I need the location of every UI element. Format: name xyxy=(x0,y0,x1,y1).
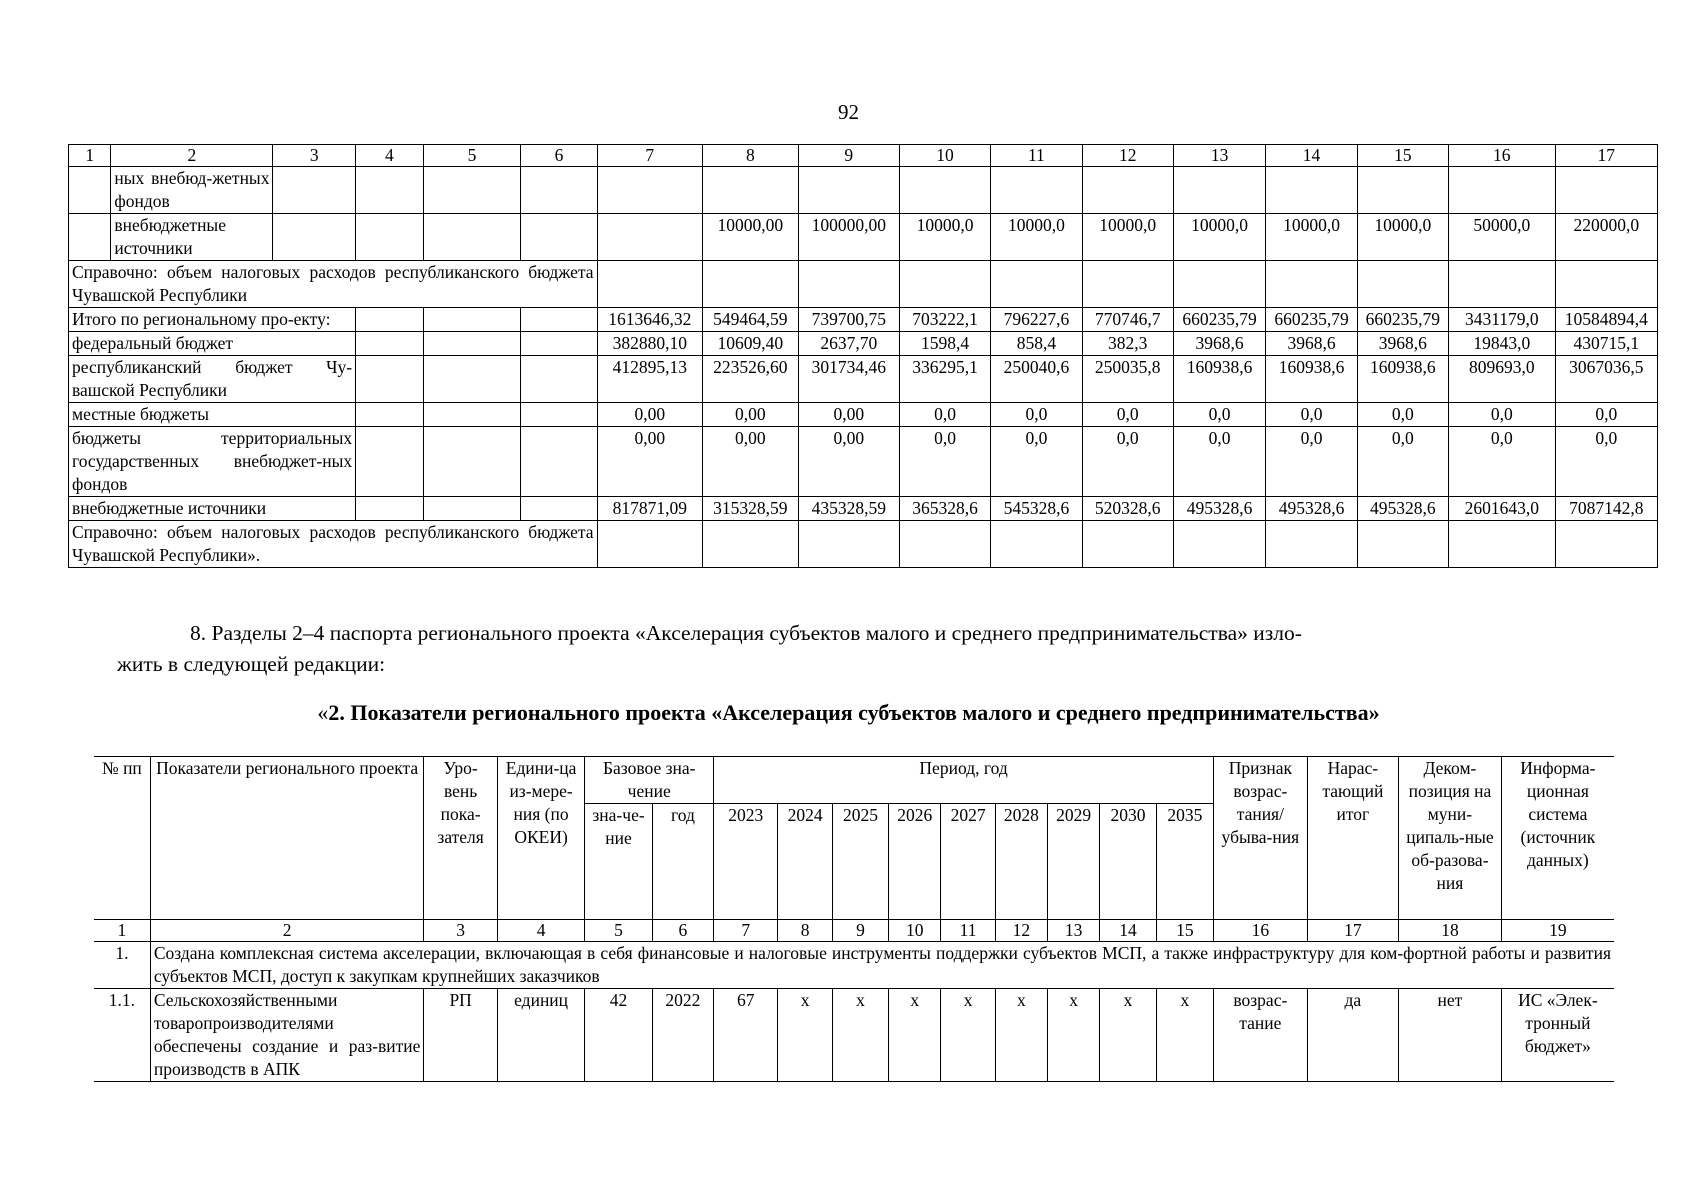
value-cell xyxy=(899,261,990,308)
value-cell: 0,0 xyxy=(991,403,1082,427)
table-row xyxy=(69,308,1658,332)
column-number: 13 xyxy=(1048,920,1100,942)
value-cell: 0,0 xyxy=(1357,403,1448,427)
empty-cell xyxy=(356,497,423,521)
value-cell: 301734,46 xyxy=(798,356,899,403)
section-title-text: 2. Показатели регионального проекта «Акселерация субъектов малого и среднего предпринимательства» xyxy=(328,700,1380,725)
value-cell: 160938,6 xyxy=(1173,356,1265,403)
header-num: № пп xyxy=(94,757,150,920)
empty-cell xyxy=(423,308,521,332)
value-cell: 1598,4 xyxy=(899,332,990,356)
value-cell xyxy=(899,167,990,214)
table-row xyxy=(69,427,1658,497)
row-label: местные бюджеты xyxy=(69,403,356,427)
header-base: Базовое зна-чение xyxy=(585,757,714,804)
value-cell: 0,0 xyxy=(1173,427,1265,497)
value-cell xyxy=(1082,261,1173,308)
value-cell: 382880,10 xyxy=(597,332,702,356)
column-number: 6 xyxy=(652,920,713,942)
value-cell: 660235,79 xyxy=(1357,308,1448,332)
value-cell: 660235,79 xyxy=(1266,308,1357,332)
value-cell: 3067036,5 xyxy=(1555,356,1657,403)
column-number: 11 xyxy=(991,145,1082,167)
header-level: Уро-вень пока-зателя xyxy=(424,757,497,920)
column-number: 2 xyxy=(111,145,273,167)
indicator-year-value: x xyxy=(1048,989,1100,1082)
empty-cell xyxy=(423,214,521,261)
value-cell: 223526,60 xyxy=(703,356,799,403)
column-number: 15 xyxy=(1156,920,1213,942)
value-cell: 0,0 xyxy=(1082,403,1173,427)
column-number: 5 xyxy=(423,145,521,167)
header-year: 2030 xyxy=(1100,804,1156,920)
value-cell xyxy=(991,521,1082,568)
empty-cell xyxy=(423,167,521,214)
value-cell xyxy=(1266,521,1357,568)
indicator-year-value: x xyxy=(778,989,832,1082)
value-cell: 10609,40 xyxy=(703,332,799,356)
value-cell: 0,00 xyxy=(703,427,799,497)
empty-cell xyxy=(521,497,597,521)
header-base-value: зна-че-ние xyxy=(585,804,652,920)
value-cell: 10000,0 xyxy=(991,214,1082,261)
value-cell: 0,0 xyxy=(899,427,990,497)
table-row xyxy=(69,497,1658,521)
page-number: 92 xyxy=(838,100,859,124)
amendment-paragraph xyxy=(117,618,1590,680)
value-cell: 660235,79 xyxy=(1173,308,1265,332)
value-cell: 0,0 xyxy=(1266,403,1357,427)
indicator-year-value: x xyxy=(995,989,1047,1082)
header-info-system: Информа-ционная система (источник данных) xyxy=(1501,757,1614,920)
header-year: 2029 xyxy=(1048,804,1100,920)
value-cell: 0,00 xyxy=(597,427,702,497)
header-row-1 xyxy=(94,757,1614,804)
value-cell: 10584894,4 xyxy=(1555,308,1657,332)
value-cell: 10000,0 xyxy=(1266,214,1357,261)
value-cell: 220000,0 xyxy=(1555,214,1657,261)
value-cell: 858,4 xyxy=(991,332,1082,356)
value-cell xyxy=(991,167,1082,214)
value-cell xyxy=(1449,167,1556,214)
value-cell: 160938,6 xyxy=(1357,356,1448,403)
column-number: 8 xyxy=(703,145,799,167)
value-cell: 2601643,0 xyxy=(1449,497,1556,521)
column-number: 8 xyxy=(778,920,832,942)
empty-cell xyxy=(356,356,423,403)
value-cell xyxy=(597,261,702,308)
value-cell: 3431179,0 xyxy=(1449,308,1556,332)
column-number: 13 xyxy=(1173,145,1265,167)
column-number: 7 xyxy=(597,145,702,167)
value-cell: 0,0 xyxy=(1449,427,1556,497)
value-cell: 0,00 xyxy=(597,403,702,427)
value-cell xyxy=(597,214,702,261)
value-cell: 703222,1 xyxy=(899,308,990,332)
value-cell: 160938,6 xyxy=(1266,356,1357,403)
value-cell: 10000,0 xyxy=(1357,214,1448,261)
empty-cell xyxy=(423,332,521,356)
value-cell xyxy=(703,261,799,308)
column-number: 1 xyxy=(94,920,150,942)
value-cell: 336295,1 xyxy=(899,356,990,403)
indicators-table xyxy=(94,756,1614,1082)
column-number: 3 xyxy=(273,145,356,167)
indicator-year-value: 67 xyxy=(714,989,778,1082)
column-number: 14 xyxy=(1100,920,1156,942)
value-cell: 315328,59 xyxy=(703,497,799,521)
column-number: 4 xyxy=(356,145,423,167)
column-number: 16 xyxy=(1214,920,1308,942)
value-cell: 0,0 xyxy=(1082,427,1173,497)
value-cell: 10000,0 xyxy=(1173,214,1265,261)
value-cell: 495328,6 xyxy=(1173,497,1265,521)
value-cell xyxy=(1555,521,1657,568)
value-cell xyxy=(1173,521,1265,568)
value-cell: 430715,1 xyxy=(1555,332,1657,356)
value-cell: 1613646,32 xyxy=(597,308,702,332)
indicator-year-value: x xyxy=(1100,989,1156,1082)
value-cell xyxy=(1266,167,1357,214)
column-number: 15 xyxy=(1357,145,1448,167)
value-cell xyxy=(899,521,990,568)
column-number: 10 xyxy=(889,920,941,942)
header-unit: Едини-ца из-мере-ния (по ОКЕИ) xyxy=(497,757,585,920)
header-year: 2024 xyxy=(778,804,832,920)
value-cell xyxy=(703,167,799,214)
empty-cell xyxy=(521,427,597,497)
value-cell: 549464,59 xyxy=(703,308,799,332)
empty-cell xyxy=(356,308,423,332)
indicator-row xyxy=(94,989,1614,1082)
value-cell xyxy=(1555,167,1657,214)
column-number: 19 xyxy=(1501,920,1614,942)
table-row xyxy=(69,167,1658,214)
indicator-base-year: 2022 xyxy=(652,989,713,1082)
value-cell: 796227,6 xyxy=(991,308,1082,332)
empty-cell xyxy=(356,167,423,214)
column-number-row xyxy=(94,920,1614,942)
table-row xyxy=(69,332,1658,356)
header-year: 2026 xyxy=(889,804,941,920)
value-cell xyxy=(597,521,702,568)
empty-cell xyxy=(521,167,597,214)
indicator-base-value: 42 xyxy=(585,989,652,1082)
table-row xyxy=(69,261,1658,308)
empty-cell xyxy=(521,332,597,356)
value-cell xyxy=(1449,521,1556,568)
table-row xyxy=(69,403,1658,427)
column-number: 6 xyxy=(521,145,597,167)
row-label: Итого по региональному про-екту: xyxy=(69,308,356,332)
empty-cell xyxy=(356,403,423,427)
empty-cell xyxy=(273,167,356,214)
empty-cell xyxy=(521,356,597,403)
header-year: 2027 xyxy=(941,804,995,920)
empty-cell xyxy=(69,167,111,214)
column-number: 5 xyxy=(585,920,652,942)
empty-cell xyxy=(273,214,356,261)
value-cell xyxy=(1449,261,1556,308)
value-cell: 0,0 xyxy=(899,403,990,427)
empty-cell xyxy=(521,214,597,261)
indicator-trend: возрас-тание xyxy=(1214,989,1308,1082)
value-cell xyxy=(1266,261,1357,308)
row-label: республиканский бюджет Чу-вашской Республики xyxy=(69,356,356,403)
row-label: Справочно: объем налоговых расходов республиканского бюджета Чувашской Республики xyxy=(69,261,598,308)
header-indicator: Показатели регионального проекта xyxy=(150,757,424,920)
goal-row xyxy=(94,942,1614,989)
value-cell xyxy=(597,167,702,214)
row-label: ных внебюд-жетных фондов xyxy=(111,167,273,214)
header-period: Период, год xyxy=(714,757,1214,804)
value-cell xyxy=(1082,521,1173,568)
value-cell: 0,0 xyxy=(1173,403,1265,427)
value-cell: 0,0 xyxy=(1266,427,1357,497)
empty-cell xyxy=(423,427,521,497)
paragraph-line-2: жить в следующей редакции: xyxy=(117,652,386,676)
value-cell xyxy=(703,521,799,568)
value-cell: 0,0 xyxy=(1555,403,1657,427)
indicator-year-value: x xyxy=(832,989,888,1082)
header-year: 2028 xyxy=(995,804,1047,920)
value-cell: 19843,0 xyxy=(1449,332,1556,356)
value-cell: 250035,8 xyxy=(1082,356,1173,403)
row-label: федеральный бюджет xyxy=(69,332,356,356)
column-number: 1 xyxy=(69,145,111,167)
value-cell: 495328,6 xyxy=(1357,497,1448,521)
column-number: 12 xyxy=(1082,145,1173,167)
value-cell: 3968,6 xyxy=(1266,332,1357,356)
header-cumulative: Нарас-тающий итог xyxy=(1307,757,1399,920)
value-cell xyxy=(1082,167,1173,214)
indicator-info-system: ИС «Элек-тронный бюджет» xyxy=(1501,989,1614,1082)
header-base-year: год xyxy=(652,804,713,920)
column-number: 3 xyxy=(424,920,497,942)
column-number: 18 xyxy=(1399,920,1502,942)
value-cell: 770746,7 xyxy=(1082,308,1173,332)
row-label: внебюджетные источники xyxy=(69,497,356,521)
value-cell: 365328,6 xyxy=(899,497,990,521)
value-cell xyxy=(798,521,899,568)
empty-cell xyxy=(69,214,111,261)
value-cell: 0,00 xyxy=(703,403,799,427)
indicator-name: Сельскохозяйственными товаропроизводителями обеспечены создание и раз-витие производств в АПК xyxy=(150,989,424,1082)
value-cell: 10000,0 xyxy=(899,214,990,261)
column-number: 2 xyxy=(150,920,424,942)
goal-text: Создана комплексная система акселерации, включающая в себя финансовые и налоговые инструменты поддержки субъектов МСП, а также инфраструктуру для ком-фортной работы и развития субъектов МСП, доступ к закупкам крупнейших заказчиков xyxy=(150,942,1614,989)
value-cell: 0,0 xyxy=(1357,427,1448,497)
empty-cell xyxy=(423,356,521,403)
indicator-cumulative: да xyxy=(1307,989,1399,1082)
value-cell: 0,0 xyxy=(1449,403,1556,427)
table-row xyxy=(69,521,1658,568)
value-cell: 435328,59 xyxy=(798,497,899,521)
value-cell: 545328,6 xyxy=(991,497,1082,521)
table-row xyxy=(69,356,1658,403)
value-cell: 520328,6 xyxy=(1082,497,1173,521)
empty-cell xyxy=(521,308,597,332)
section-title xyxy=(0,700,1697,726)
empty-cell xyxy=(356,214,423,261)
empty-cell xyxy=(356,332,423,356)
value-cell xyxy=(1173,167,1265,214)
column-number: 7 xyxy=(714,920,778,942)
row-label: бюджеты территориальных государственных внебюджет-ных фондов xyxy=(69,427,356,497)
value-cell: 809693,0 xyxy=(1449,356,1556,403)
value-cell xyxy=(1173,261,1265,308)
indicator-level: РП xyxy=(424,989,497,1082)
value-cell xyxy=(798,261,899,308)
value-cell: 10000,0 xyxy=(1082,214,1173,261)
column-number: 11 xyxy=(941,920,995,942)
value-cell: 3968,6 xyxy=(1357,332,1448,356)
value-cell: 7087142,8 xyxy=(1555,497,1657,521)
value-cell: 412895,13 xyxy=(597,356,702,403)
value-cell xyxy=(798,167,899,214)
value-cell: 0,0 xyxy=(991,427,1082,497)
row-label: Справочно: объем налоговых расходов республиканского бюджета Чувашской Республики». xyxy=(69,521,598,568)
column-number: 17 xyxy=(1555,145,1657,167)
table-row xyxy=(69,214,1658,261)
column-number: 9 xyxy=(798,145,899,167)
header-year: 2025 xyxy=(832,804,888,920)
header-trend: Признак возрас-тания/ убыва-ния xyxy=(1214,757,1308,920)
value-cell: 0,00 xyxy=(798,403,899,427)
indicator-year-value: x xyxy=(889,989,941,1082)
indicator-decomposition: нет xyxy=(1399,989,1502,1082)
financing-table xyxy=(68,144,1658,568)
indicator-unit: единиц xyxy=(497,989,585,1082)
paragraph-line-1: 8. Разделы 2–4 паспорта регионального проекта «Акселерация субъектов малого и среднего предпринимательства» изло- xyxy=(190,621,1302,645)
value-cell: 0,0 xyxy=(1555,427,1657,497)
value-cell: 250040,6 xyxy=(991,356,1082,403)
column-number: 10 xyxy=(899,145,990,167)
empty-cell xyxy=(423,403,521,427)
column-number: 12 xyxy=(995,920,1047,942)
indicator-num: 1.1. xyxy=(94,989,150,1082)
value-cell: 100000,00 xyxy=(798,214,899,261)
indicator-year-value: x xyxy=(1156,989,1213,1082)
value-cell: 739700,75 xyxy=(798,308,899,332)
value-cell: 0,00 xyxy=(798,427,899,497)
row-label: внебюджетные источники xyxy=(111,214,273,261)
value-cell: 3968,6 xyxy=(1173,332,1265,356)
column-number: 16 xyxy=(1449,145,1556,167)
value-cell xyxy=(1357,521,1448,568)
value-cell xyxy=(1555,261,1657,308)
header-year: 2035 xyxy=(1156,804,1213,920)
column-number: 9 xyxy=(832,920,888,942)
empty-cell xyxy=(356,427,423,497)
opening-quote: « xyxy=(317,700,329,725)
header-decomposition: Деком-позиция на муни-ципаль-ные об-разова-ния xyxy=(1399,757,1502,920)
value-cell: 817871,09 xyxy=(597,497,702,521)
indicator-year-value: x xyxy=(941,989,995,1082)
value-cell xyxy=(1357,261,1448,308)
value-cell xyxy=(1357,167,1448,214)
value-cell: 2637,70 xyxy=(798,332,899,356)
column-number: 14 xyxy=(1266,145,1357,167)
empty-cell xyxy=(423,497,521,521)
column-number: 4 xyxy=(497,920,585,942)
value-cell: 495328,6 xyxy=(1266,497,1357,521)
column-number: 17 xyxy=(1307,920,1399,942)
column-number-row xyxy=(69,145,1658,167)
value-cell: 50000,0 xyxy=(1449,214,1556,261)
empty-cell xyxy=(521,403,597,427)
header-year: 2023 xyxy=(714,804,778,920)
goal-num: 1. xyxy=(94,942,150,989)
value-cell xyxy=(991,261,1082,308)
value-cell: 10000,00 xyxy=(703,214,799,261)
value-cell: 382,3 xyxy=(1082,332,1173,356)
